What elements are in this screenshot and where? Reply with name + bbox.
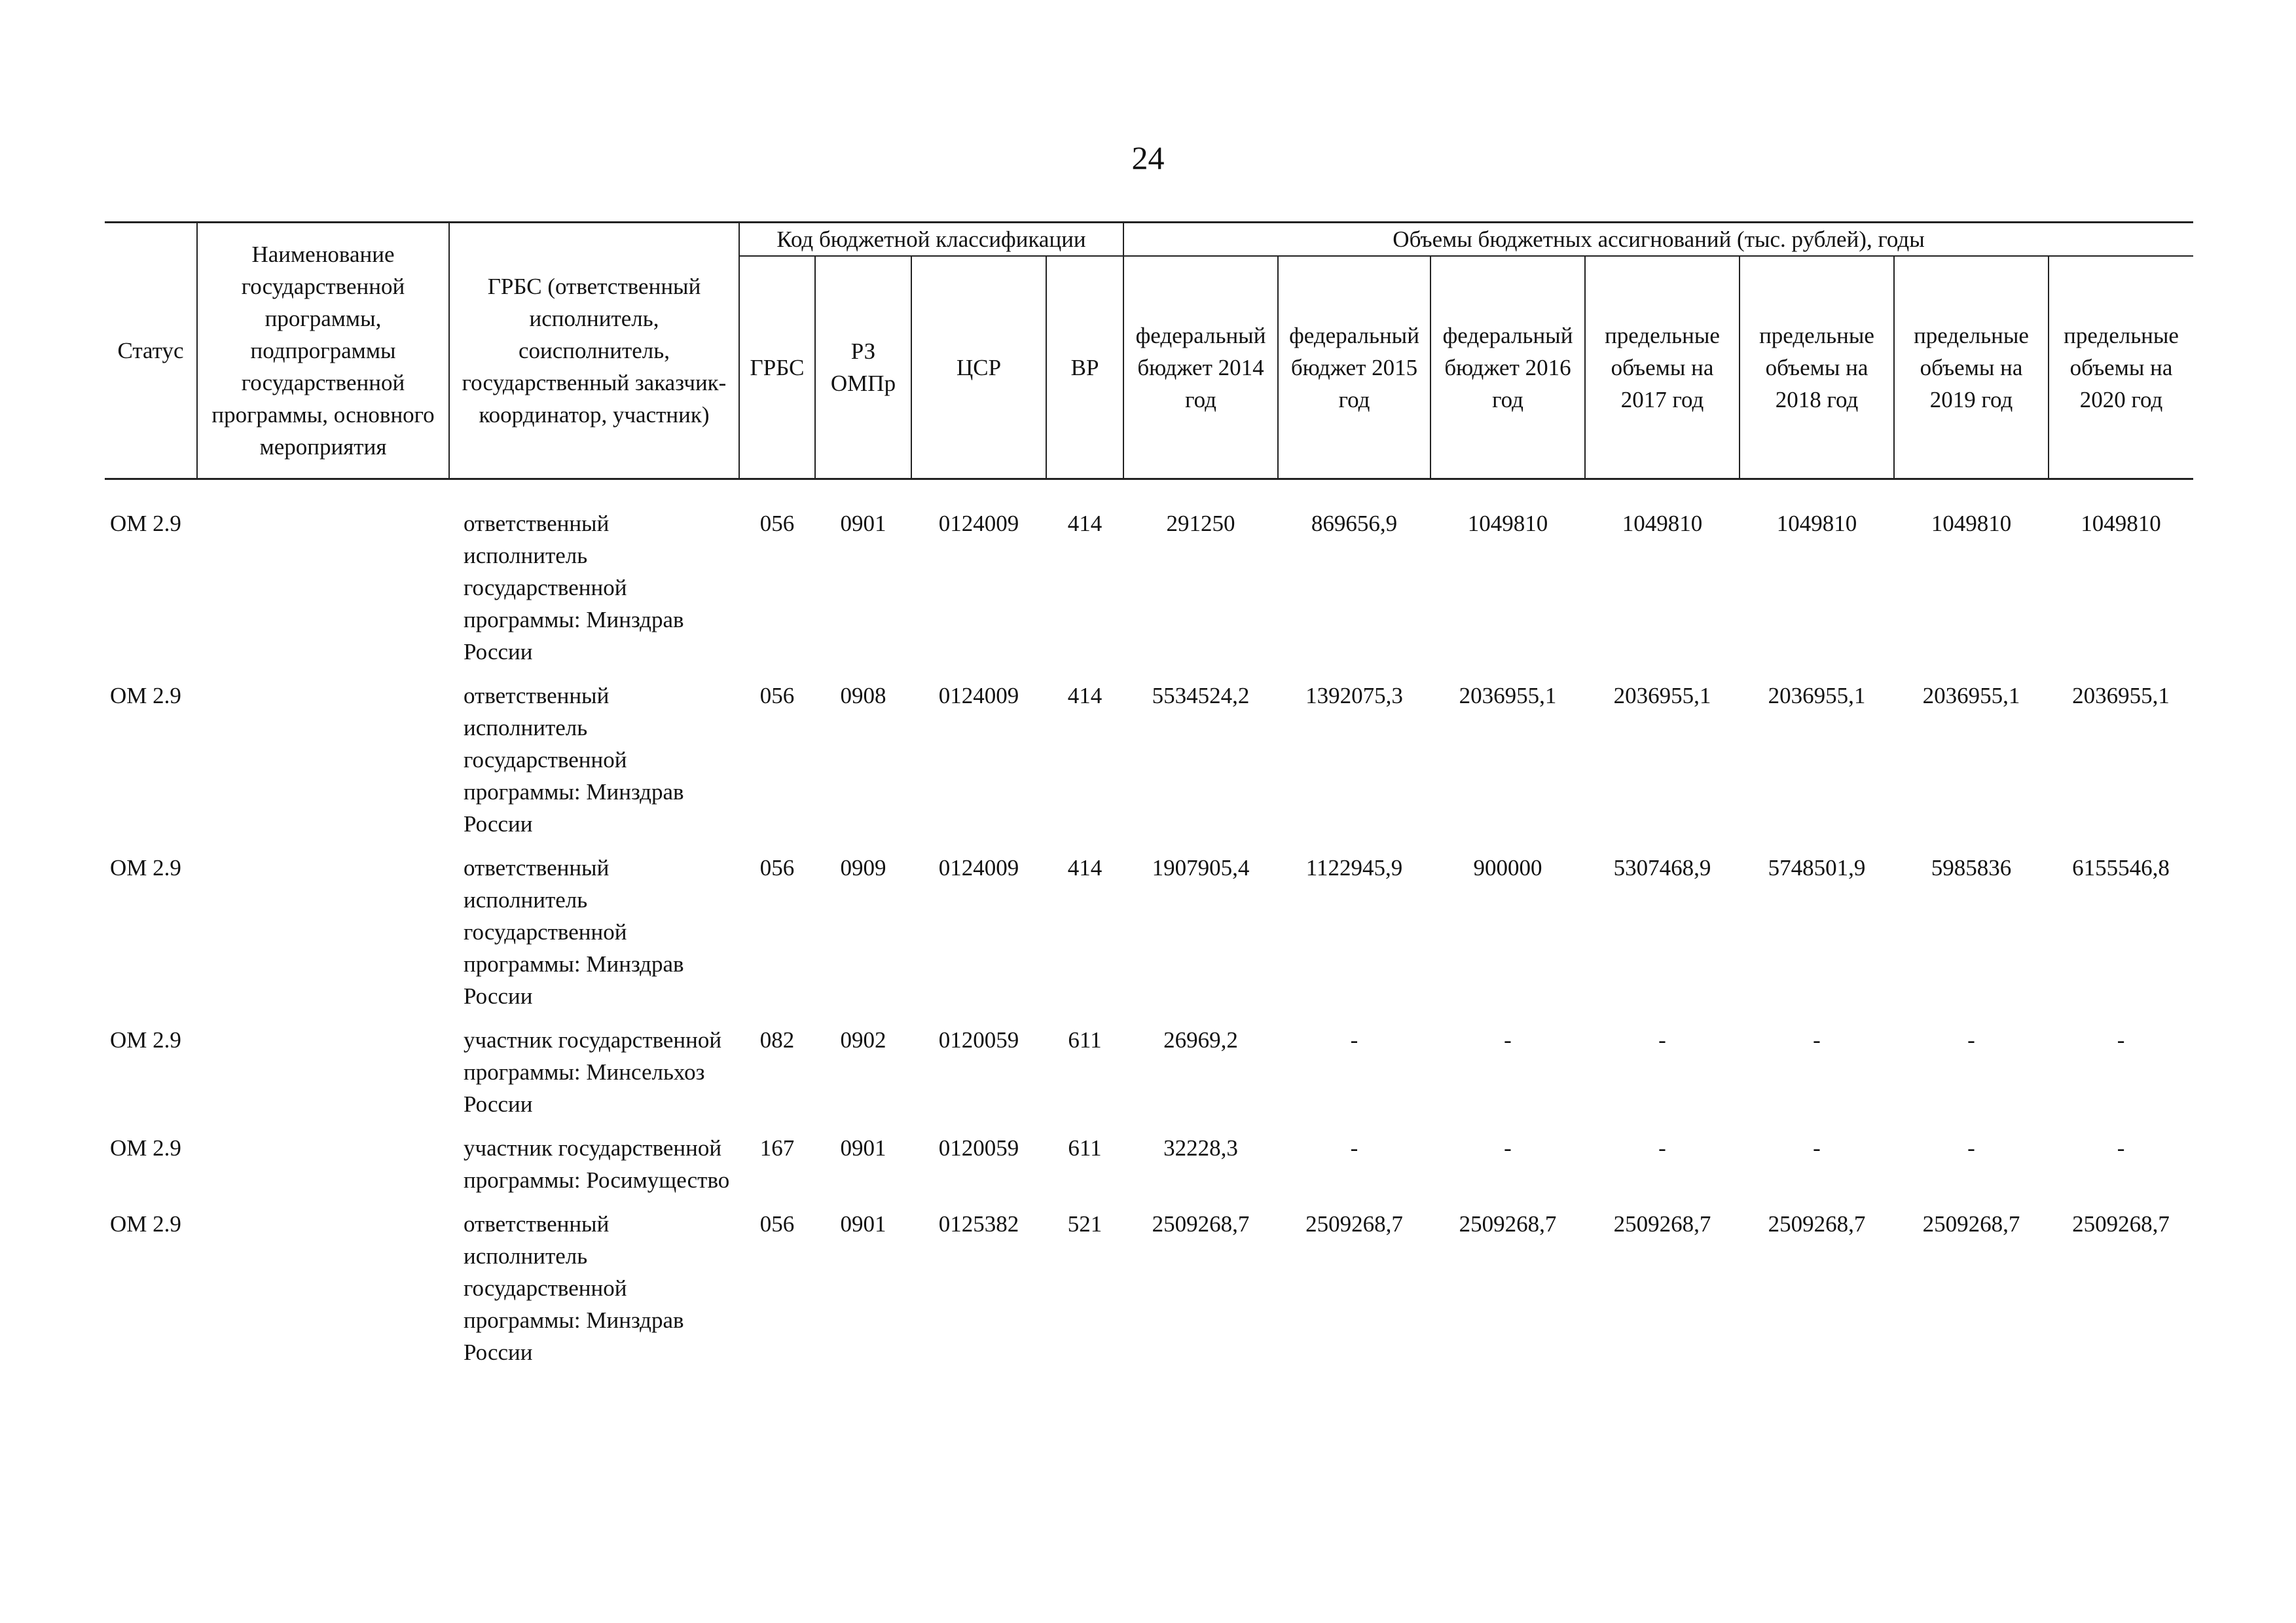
table-row — [105, 852, 2193, 1024]
spacer — [105, 479, 2193, 508]
header-year-2016: федеральный бюджет 2016 год — [1430, 256, 1585, 479]
header-csr: ЦСР — [911, 256, 1046, 479]
value-2014: 5534524,2 — [1152, 683, 1250, 708]
value-2014: 1907905,4 — [1152, 855, 1250, 881]
header-status: Статус — [105, 223, 197, 479]
value-2017: 2509268,7 — [1613, 1211, 1711, 1237]
value-2015: 2509268,7 — [1305, 1211, 1403, 1237]
value-2020: 2036955,1 — [2072, 683, 2170, 708]
vr-cell: 521 — [1067, 1211, 1102, 1237]
executor-cell: ответственный исполнитель государственной программы: Минздрав России — [464, 855, 684, 1009]
value-2020: 1049810 — [2081, 511, 2161, 536]
value-2014: 32228,3 — [1163, 1135, 1238, 1161]
grbs-cell: 082 — [759, 1027, 795, 1053]
rz-ompr-cell: 0901 — [840, 1211, 886, 1237]
value-2018: 2036955,1 — [1768, 683, 1866, 708]
value-2017: - — [1658, 1027, 1666, 1053]
csr-cell: 0124009 — [938, 511, 1019, 536]
vr-cell: 611 — [1068, 1027, 1102, 1053]
header-year-2019: предельные объемы на 2019 год — [1894, 256, 2049, 479]
program-name-cell — [197, 1024, 449, 1132]
header-grbs: ГРБС — [739, 256, 815, 479]
budget-table — [105, 221, 2193, 1380]
value-2015: - — [1350, 1135, 1358, 1161]
grbs-cell: 056 — [759, 1211, 795, 1237]
value-2019: - — [1967, 1027, 1975, 1053]
page-number: 24 — [1131, 139, 1165, 176]
value-2019: - — [1967, 1135, 1975, 1161]
table-row — [105, 507, 2193, 680]
vr-cell: 414 — [1067, 683, 1102, 708]
table-row — [105, 1208, 2193, 1380]
csr-cell: 0124009 — [938, 855, 1019, 881]
value-2016: 900000 — [1473, 855, 1542, 881]
value-2019: 1049810 — [1931, 511, 2012, 536]
executor-cell: участник государственной программы: Росимущество — [464, 1135, 730, 1193]
value-2020: 2509268,7 — [2072, 1211, 2170, 1237]
value-2019: 2036955,1 — [1922, 683, 2020, 708]
rz-ompr-cell: 0901 — [840, 1135, 886, 1161]
value-2018: 1049810 — [1776, 511, 1857, 536]
csr-cell: 0125382 — [938, 1211, 1019, 1237]
value-2019: 2509268,7 — [1922, 1211, 2020, 1237]
header-year-2015: федеральный бюджет 2015 год — [1278, 256, 1430, 479]
table-row — [105, 1132, 2193, 1208]
value-2018: - — [1813, 1027, 1821, 1053]
value-2017: 1049810 — [1622, 511, 1703, 536]
program-name-cell — [197, 852, 449, 1024]
rz-ompr-cell: 0908 — [840, 683, 886, 708]
value-2016: 1049810 — [1467, 511, 1548, 536]
header-year-2018: предельные объемы на 2018 год — [1740, 256, 1894, 479]
value-2015: - — [1350, 1027, 1358, 1053]
csr-cell: 0124009 — [938, 683, 1019, 708]
executor-cell: ответственный исполнитель государственной программы: Минздрав России — [464, 511, 684, 665]
status-cell: ОМ 2.9 — [110, 855, 181, 881]
executor-cell: ответственный исполнитель государственной программы: Минздрав России — [464, 683, 684, 837]
csr-cell: 0120059 — [938, 1027, 1019, 1053]
grbs-cell: 167 — [759, 1135, 795, 1161]
status-cell: ОМ 2.9 — [110, 1027, 181, 1053]
value-2015: 1122945,9 — [1305, 855, 1403, 881]
header-budget-code: Код бюджетной классификации — [739, 223, 1123, 257]
value-2018: - — [1813, 1135, 1821, 1161]
program-name-cell — [197, 680, 449, 852]
grbs-cell: 056 — [759, 683, 795, 708]
value-2014: 26969,2 — [1163, 1027, 1238, 1053]
header-program-name: Наименование государственной программы, подпрограммы государственной программы, основного мероприятия — [197, 223, 449, 479]
csr-cell: 0120059 — [938, 1135, 1019, 1161]
value-2016: - — [1504, 1027, 1512, 1053]
value-2014: 2509268,7 — [1152, 1211, 1250, 1237]
program-name-cell — [197, 1208, 449, 1380]
value-2019: 5985836 — [1931, 855, 2012, 881]
value-2015: 1392075,3 — [1305, 683, 1403, 708]
grbs-cell: 056 — [759, 855, 795, 881]
status-cell: ОМ 2.9 — [110, 1211, 181, 1237]
header-rz-ompr — [815, 256, 911, 479]
value-2016: 2036955,1 — [1459, 683, 1557, 708]
program-name-cell — [197, 507, 449, 680]
value-2020: - — [2117, 1027, 2125, 1053]
rz-ompr-cell: 0901 — [840, 511, 886, 536]
value-2018: 2509268,7 — [1768, 1211, 1866, 1237]
header-ompr: ОМПр — [830, 371, 896, 396]
table-row — [105, 680, 2193, 852]
status-cell: ОМ 2.9 — [110, 1135, 181, 1161]
value-2016: - — [1504, 1135, 1512, 1161]
header-vr: ВР — [1046, 256, 1123, 479]
table-row — [105, 1024, 2193, 1132]
status-cell: ОМ 2.9 — [110, 683, 181, 708]
program-name-cell — [197, 1132, 449, 1208]
header-year-2014: федеральный бюджет 2014 год — [1123, 256, 1278, 479]
executor-cell: ответственный исполнитель государственной программы: Минздрав России — [464, 1211, 684, 1365]
status-cell: ОМ 2.9 — [110, 511, 181, 536]
header-grbs-role: ГРБС (ответственный исполнитель, соисполнитель, государственный заказчик-координатор, участник) — [449, 223, 739, 479]
value-2017: 5307468,9 — [1613, 855, 1711, 881]
value-2017: - — [1658, 1135, 1666, 1161]
executor-cell: участник государственной программы: Минсельхоз России — [464, 1027, 722, 1117]
vr-cell: 611 — [1068, 1135, 1102, 1161]
value-2017: 2036955,1 — [1613, 683, 1711, 708]
grbs-cell: 056 — [759, 511, 795, 536]
rz-ompr-cell: 0902 — [840, 1027, 886, 1053]
value-2020: 6155546,8 — [2072, 855, 2170, 881]
header-allocations: Объемы бюджетных ассигнований (тыс. рублей), годы — [1123, 223, 2193, 257]
value-2014: 291250 — [1166, 511, 1235, 536]
value-2015: 869656,9 — [1311, 511, 1398, 536]
value-2020: - — [2117, 1135, 2125, 1161]
rz-ompr-cell: 0909 — [840, 855, 886, 881]
header-year-2017: предельные объемы на 2017 год — [1585, 256, 1740, 479]
value-2018: 5748501,9 — [1768, 855, 1866, 881]
header-rz: РЗ — [850, 338, 876, 364]
header-year-2020: предельные объемы на 2020 год — [2049, 256, 2193, 479]
vr-cell: 414 — [1067, 855, 1102, 881]
value-2016: 2509268,7 — [1459, 1211, 1557, 1237]
vr-cell: 414 — [1067, 511, 1102, 536]
